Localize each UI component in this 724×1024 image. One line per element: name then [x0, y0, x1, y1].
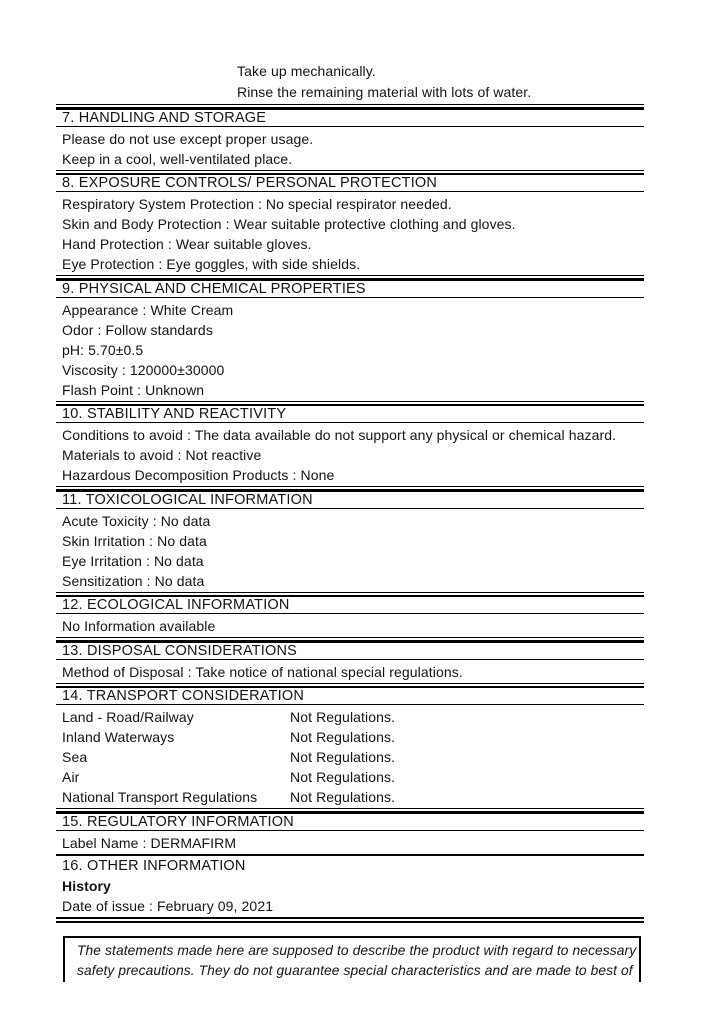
body-line: No Information available	[62, 618, 216, 634]
section-9-title: 9. PHYSICAL AND CHEMICAL PROPERTIES	[56, 281, 644, 298]
body-line: Odor : Follow standards	[62, 321, 213, 338]
section-14	[56, 683, 644, 808]
transport-mode-label: National Transport Regulations	[62, 789, 258, 805]
transport-regulation-value: Not Regulations.	[290, 729, 396, 745]
body-line: Conditions to avoid : The data available do not support any physical or chemical hazard.	[62, 427, 617, 443]
section-10-title: 10. STABILITY AND REACTIVITY	[56, 406, 644, 423]
history-heading: History	[62, 878, 111, 894]
body-line: Eye Irritation : No data	[62, 552, 204, 569]
transport-row	[56, 767, 644, 787]
body-line: Hazardous Decomposition Products : None	[62, 467, 335, 483]
section-7-title: 7. HANDLING AND STORAGE	[56, 110, 644, 127]
section-top-rule-thin	[56, 401, 644, 402]
body-line: Acute Toxicity : No data	[62, 512, 211, 529]
body-line: pH: 5.70±0.5	[62, 341, 144, 358]
section-top-rule-thin	[56, 104, 644, 105]
transport-row	[56, 705, 644, 727]
section-12	[56, 592, 644, 637]
disclaimer-line: The statements made here are supposed to describe the product with regard to necessary	[77, 943, 637, 958]
transport-row	[56, 787, 644, 807]
body-line: Date of issue : February 09, 2021	[62, 898, 274, 914]
body-line: Sensitization : No data	[62, 572, 205, 589]
transport-regulation-value: Not Regulations.	[290, 749, 396, 765]
section-top-rule-thin	[56, 637, 644, 638]
body-line: Skin and Body Protection : Wear suitable protective clothing and gloves.	[62, 216, 516, 232]
section-top-rule-thin	[56, 170, 644, 171]
section-15-title: 15. REGULATORY INFORMATION	[56, 814, 644, 831]
body-line: Viscosity : 120000±30000	[62, 361, 225, 378]
disclaimer-box	[63, 936, 641, 982]
transport-mode-label: Air	[62, 769, 80, 785]
section-8	[56, 170, 644, 275]
body-line: Appearance : White Cream	[62, 301, 234, 318]
transport-regulation-value: Not Regulations.	[290, 769, 396, 785]
section-11-title: 11. TOXICOLOGICAL INFORMATION	[56, 492, 644, 509]
section-14-title: 14. TRANSPORT CONSIDERATION	[56, 688, 644, 705]
transport-mode-label: Land - Road/Railway	[62, 709, 194, 725]
section-top-rule-thin	[56, 683, 644, 684]
continuation-line: Take up mechanically.	[237, 63, 376, 79]
section-6-continuation	[56, 61, 644, 103]
document-content	[56, 61, 644, 982]
body-line: Materials to avoid : Not reactive	[62, 447, 262, 463]
section-16-title: 16. OTHER INFORMATION	[62, 858, 246, 874]
body-line: Please do not use except proper usage.	[62, 130, 314, 147]
section-top-rule-thin	[56, 808, 644, 809]
transport-row	[56, 727, 644, 747]
disclaimer-line: safety precautions. They do not guarantee special characteristics and are made to best of	[77, 962, 633, 978]
body-line: Label Name : DERMAFIRM	[62, 834, 237, 851]
body-line: Eye Protection : Eye goggles, with side shields.	[62, 256, 361, 272]
section-8-title: 8. EXPOSURE CONTROLS/ PERSONAL PROTECTION	[56, 175, 644, 192]
section-12-title: 12. ECOLOGICAL INFORMATION	[56, 597, 644, 614]
section-16	[56, 854, 644, 924]
section-13	[56, 637, 644, 682]
transport-mode-label: Sea	[62, 749, 88, 765]
body-line: Flash Point : Unknown	[62, 381, 205, 398]
transport-mode-label: Inland Waterways	[62, 729, 175, 745]
transport-regulation-value: Not Regulations.	[290, 709, 396, 725]
transport-regulation-value: Not Regulations.	[290, 789, 396, 805]
body-line: Hand Protection : Wear suitable gloves.	[62, 236, 312, 252]
body-line: Keep in a cool, well-ventilated place.	[62, 150, 293, 167]
section-15	[56, 808, 644, 853]
section-11	[56, 486, 644, 591]
section-top-rule-thin	[56, 275, 644, 276]
section-10	[56, 401, 644, 486]
continuation-line: Rinse the remaining material with lots of water.	[237, 84, 532, 100]
document-end-rule-thick	[56, 921, 644, 924]
section-9	[56, 275, 644, 400]
body-line: Skin Irritation : No data	[62, 532, 207, 549]
body-line: Respiratory System Protection : No special respirator needed.	[62, 196, 452, 212]
body-line: Method of Disposal : Take notice of national special regulations.	[62, 663, 463, 680]
section-divider-rule	[56, 854, 644, 857]
section-top-rule-thin	[56, 486, 644, 487]
document-end-rule-thin	[56, 917, 644, 919]
section-7	[56, 104, 644, 169]
transport-row	[56, 747, 644, 767]
section-13-title: 13. DISPOSAL CONSIDERATIONS	[56, 643, 644, 660]
section-top-rule-thin	[56, 592, 644, 593]
